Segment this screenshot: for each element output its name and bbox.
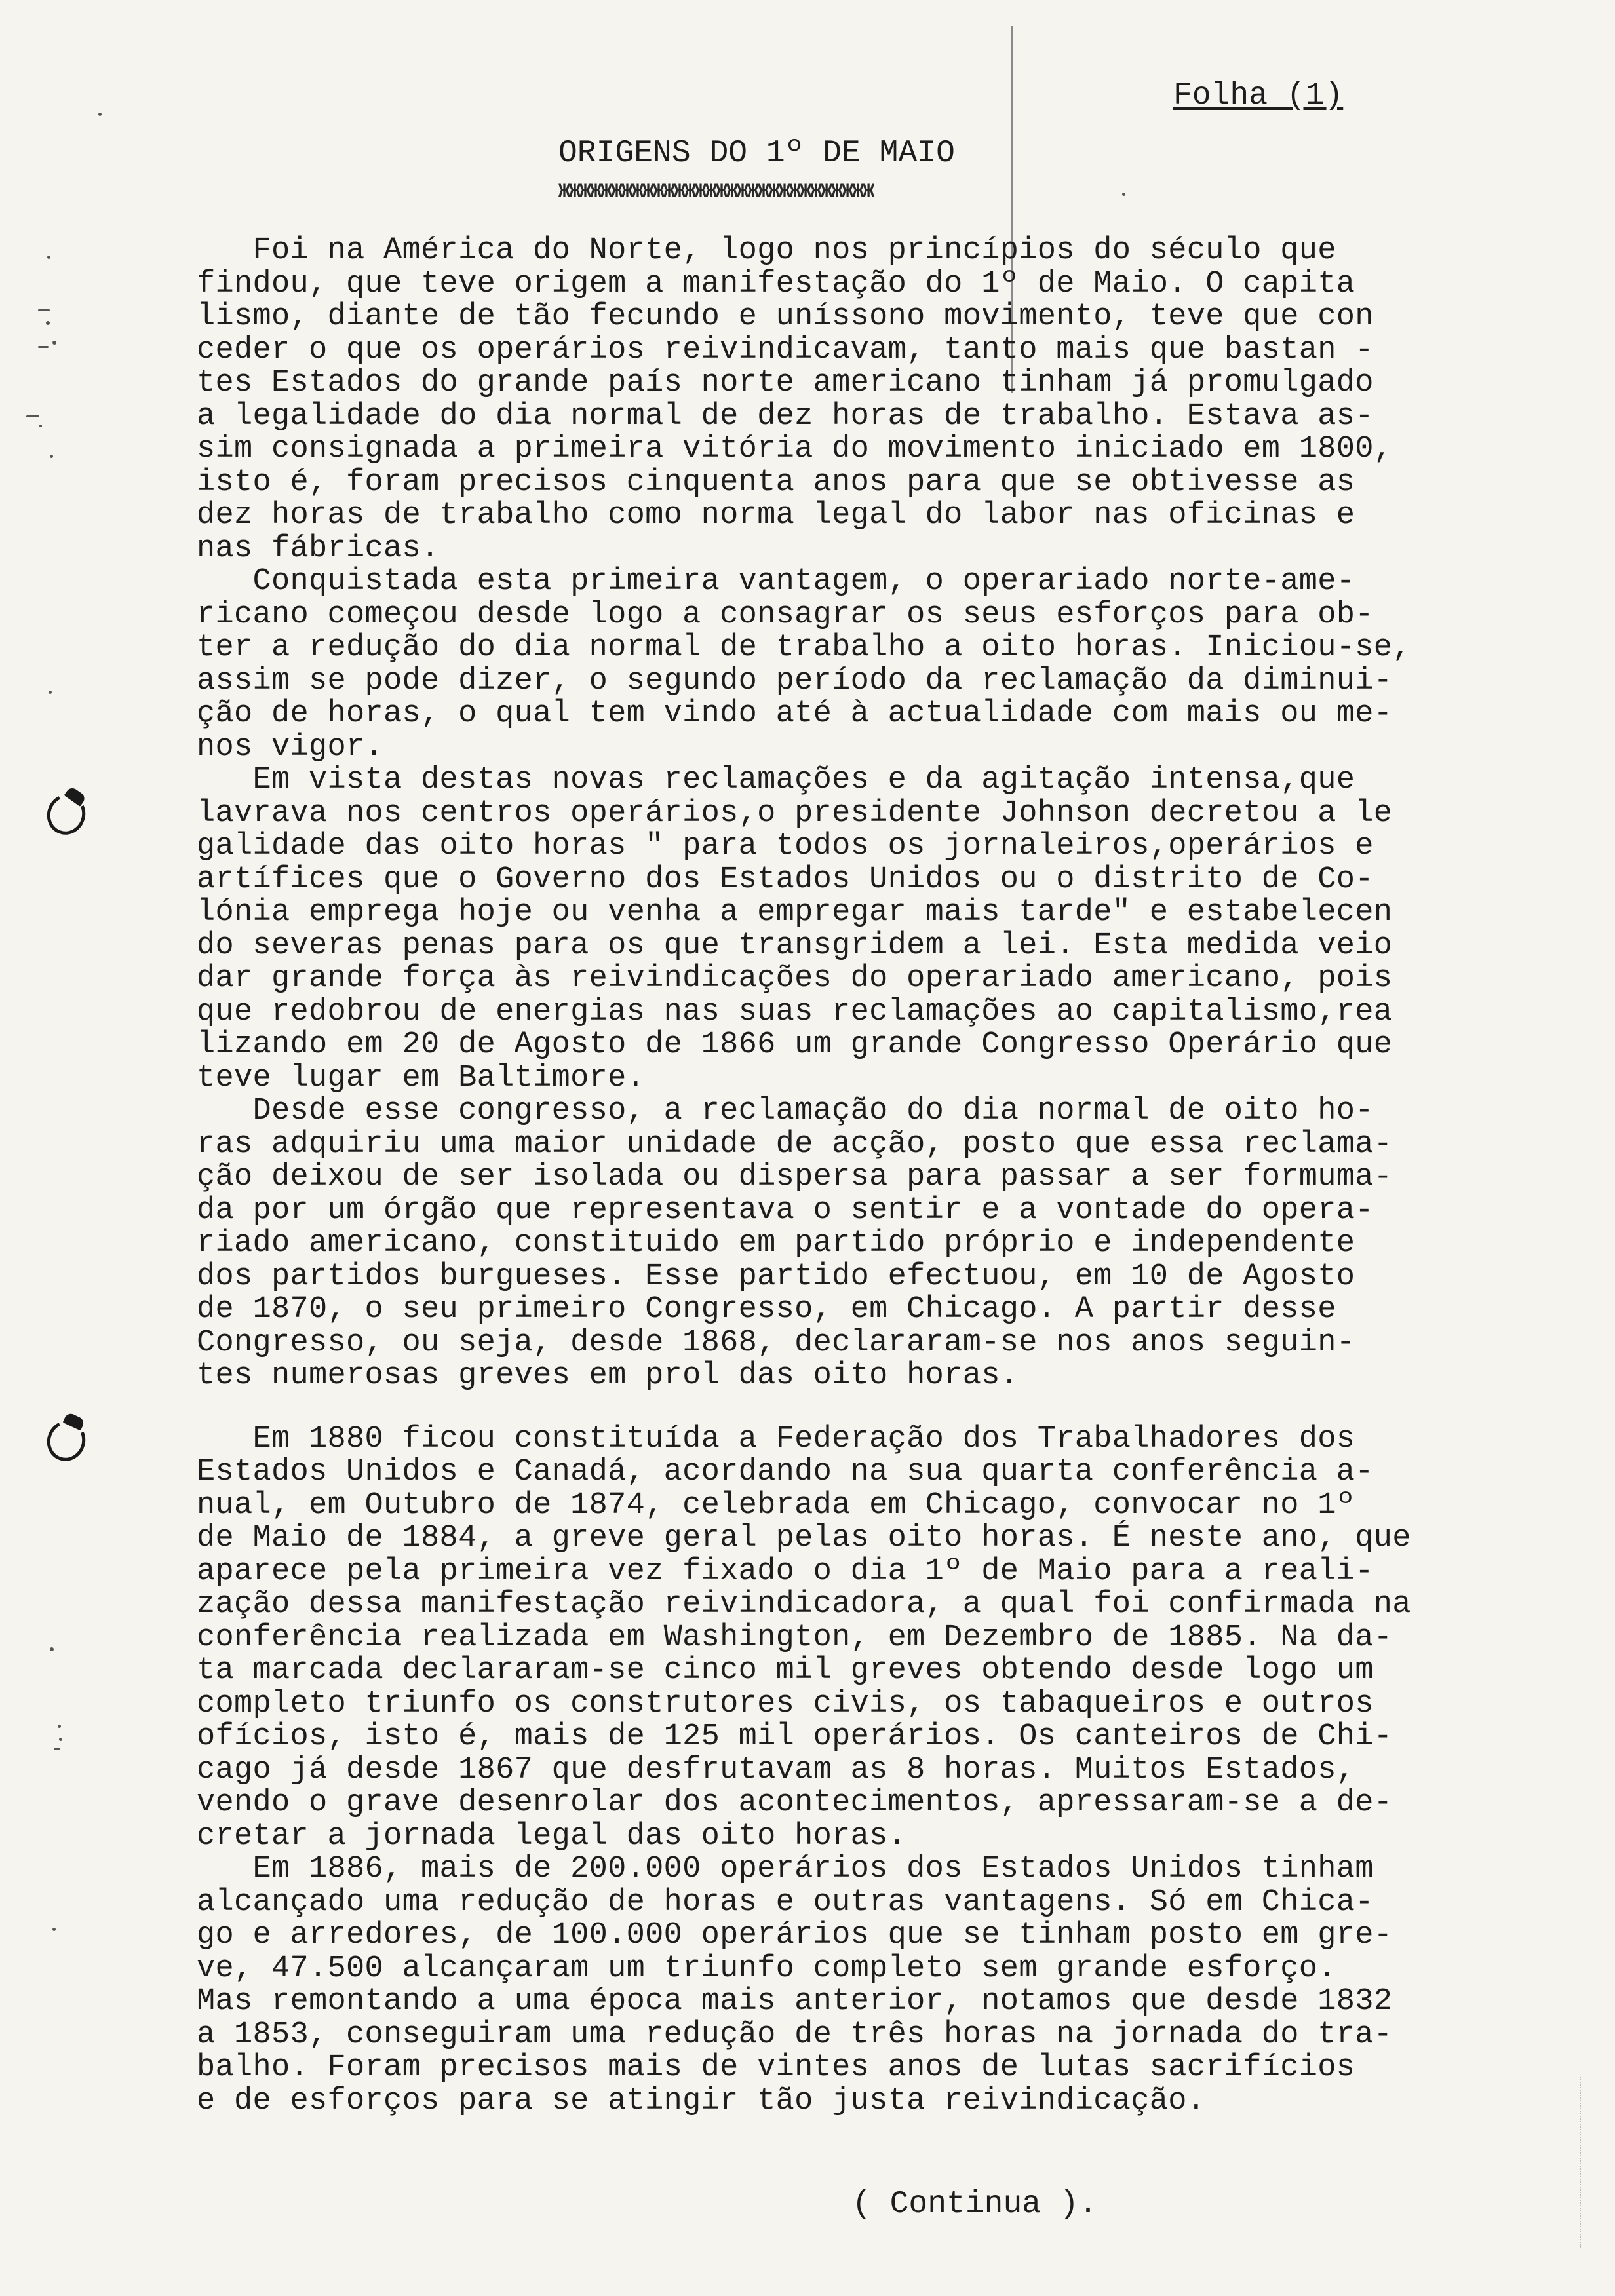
body-line: assim se pode dizer, o segundo período da reclamação da diminui- xyxy=(197,663,1393,698)
body-line: cago já desde 1867 que desfrutavam as 8 horas. Muitos Estados, xyxy=(197,1752,1355,1788)
body-line: nos vigor. xyxy=(197,729,384,765)
body-line: a legalidade do dia normal de dez horas de trabalho. Estava as- xyxy=(197,398,1374,434)
title-underline-rule: ЖЖЖЖЖЖЖЖЖЖЖЖЖЖЖЖЖЖЖЖЖЖЖЖЖЖЖЖЖЖ xyxy=(558,181,874,203)
body-line: artífices que o Governo dos Estados Unidos ou o distrito de Co- xyxy=(197,862,1374,897)
body-line: e de esforços para se atingir tão justa reivindicação. xyxy=(197,2083,1206,2118)
body-line: alcançado uma redução de horas e outras vantagens. Só em Chica- xyxy=(197,1885,1374,1920)
body-line: findou, que teve origem a manifestação do 1º de Maio. O capita xyxy=(197,266,1355,301)
body-line: dar grande força às reivindicações do operariado americano, pois xyxy=(197,961,1393,996)
body-line: riado americano, constituido em partido próprio e independente xyxy=(197,1226,1355,1261)
body-line: nas fábricas. xyxy=(197,531,440,566)
body-line: Estados Unidos e Canadá, acordando na sua quarta conferência a- xyxy=(197,1455,1374,1489)
body-text xyxy=(197,235,1540,2118)
body-line: Conquistada esta primeira vantagem, o operariado norte-ame- xyxy=(197,564,1355,599)
body-line: vendo o grave desenrolar dos acontecimentos, apressaram-se a de- xyxy=(197,1786,1393,1820)
body-line: de 1870, o seu primeiro Congresso, em Chicago. A partir desse xyxy=(197,1292,1336,1327)
body-line: ricano começou desde logo a consagrar os seus esforços para ob- xyxy=(197,597,1374,632)
body-line: ve, 47.500 alcançaram um triunfo completo sem grande esforço. xyxy=(197,1951,1336,1986)
body-line: Foi na América do Norte, logo nos princípios do século que xyxy=(197,233,1336,268)
body-line: que redobrou de energias nas suas reclamações ao capitalismo,rea xyxy=(197,994,1393,1029)
body-line: lavrava nos centros operários,o presidente Johnson decretou a le xyxy=(197,795,1393,831)
body-line: de Maio de 1884, a greve geral pelas oito horas. É neste ano, que xyxy=(197,1521,1411,1556)
body-line: Desde esse congresso, a reclamação do dia normal de oito ho- xyxy=(197,1094,1374,1128)
body-line: ter a redução do dia normal de trabalho a oito horas. Iniciou-se, xyxy=(197,630,1411,665)
body-line: Congresso, ou seja, desde 1868, declararam-se nos anos seguin- xyxy=(197,1325,1355,1360)
body-line: Em 1886, mais de 200.000 operários dos Estados Unidos tinham xyxy=(197,1852,1374,1886)
body-line: tes numerosas greves em prol das oito horas. xyxy=(197,1358,1019,1393)
body-line: lónia emprega hoje ou venha a empregar mais tarde" e estabelecen xyxy=(197,895,1393,930)
body-line: ção de horas, o qual tem vindo até à actualidade com mais ou me- xyxy=(197,697,1393,731)
body-line: cretar a jornada legal das oito horas. xyxy=(197,1818,907,1854)
body-line: Em vista destas novas reclamações e da agitação intensa,que xyxy=(197,763,1355,797)
body-line: nual, em Outubro de 1874, celebrada em Chicago, convocar no 1º xyxy=(197,1487,1355,1523)
body-line: sim consignada a primeira vitória do movimento iniciado em 1800, xyxy=(197,432,1393,467)
body-line: teve lugar em Baltimore. xyxy=(197,1060,646,1096)
body-line: galidade das oito horas " para todos os jornaleiros,operários e xyxy=(197,829,1374,864)
body-line: lizando em 20 de Agosto de 1866 um grande Congresso Operário que xyxy=(197,1027,1393,1062)
body-line: Mas remontando a uma época mais anterior, notamos que desde 1832 xyxy=(197,1984,1393,2019)
body-line: do severas penas para os que transgridem a lei. Esta medida veio xyxy=(197,928,1393,963)
right-edge-mark xyxy=(1580,2077,1582,2248)
margin-specks xyxy=(0,0,79,2296)
body-line: zação dessa manifestação reivindicadora, a qual foi confirmada na xyxy=(197,1587,1411,1622)
body-line: tes Estados do grande país norte americano tinham já promulgado xyxy=(197,366,1374,400)
body-line: conferência realizada em Washington, em Dezembro de 1885. Na da- xyxy=(197,1620,1393,1655)
body-line: dos partidos burgueses. Esse partido efectuou, em 10 de Agosto xyxy=(197,1259,1355,1294)
document-title: ORIGENS DO 1º DE MAIO xyxy=(558,136,955,171)
body-line: dez horas de trabalho como norma legal do labor nas oficinas e xyxy=(197,498,1355,533)
body-line: ceder o que os operários reivindicavam, tanto mais que bastan - xyxy=(197,332,1374,368)
sheet-number: Folha (1) xyxy=(1173,78,1344,113)
body-line: da por um órgão que representava o sentir e a vontade do opera- xyxy=(197,1193,1374,1228)
body-line: ção deixou de ser isolada ou dispersa para passar a ser formuma- xyxy=(197,1160,1393,1195)
body-line: balho. Foram precisos mais de vintes anos de lutas sacrifícios xyxy=(197,2050,1355,2085)
body-line: completo triunfo os construtores civis, os tabaqueiros e outros xyxy=(197,1686,1374,1721)
body-line: ofícios, isto é, mais de 125 mil operários. Os canteiros de Chi- xyxy=(197,1719,1393,1754)
paragraph-gap xyxy=(197,1393,1540,1423)
body-line: Em 1880 ficou constituída a Federação dos Trabalhadores dos xyxy=(197,1421,1355,1457)
body-line: ta marcada declararam-se cinco mil greves obtendo desde logo um xyxy=(197,1653,1374,1688)
body-line: go e arredores, de 100.000 operários que se tinham posto em gre- xyxy=(197,1918,1393,1953)
body-line: ras adquiriu uma maior unidade de acção, posto que essa reclama- xyxy=(197,1126,1393,1162)
continuation-note: ( Continua ). xyxy=(852,2187,1098,2222)
body-line: isto é, foram precisos cinquenta anos para que se obtivesse as xyxy=(197,465,1355,500)
body-line: a 1853, conseguiram uma redução de três horas na jornada do tra- xyxy=(197,2017,1393,2052)
body-line: aparece pela primeira vez fixado o dia 1º de Maio para a reali- xyxy=(197,1554,1374,1589)
body-line: lismo, diante de tão fecundo e uníssono movimento, teve que con xyxy=(197,299,1374,334)
